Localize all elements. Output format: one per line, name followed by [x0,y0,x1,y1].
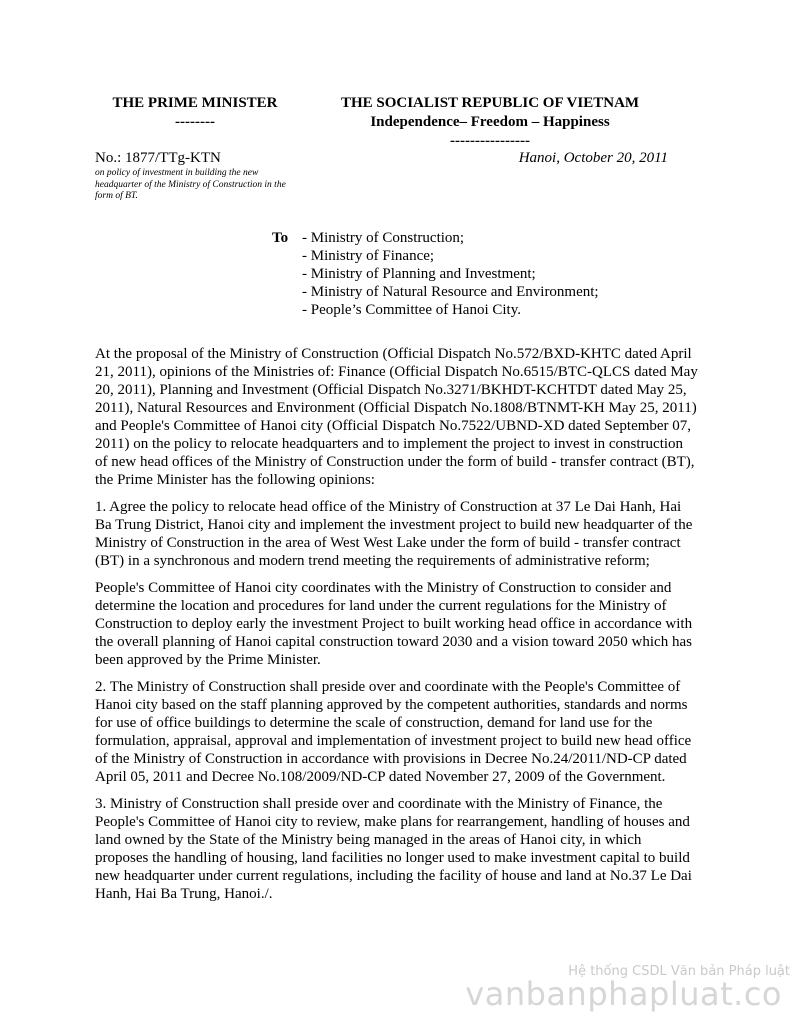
national-heading [320,94,660,151]
watermark-caption: Hệ thống CSDL Văn bản Pháp luật [568,964,790,979]
issuer-block [90,94,300,132]
issuer-title: THE PRIME MINISTER [112,95,278,111]
country-title: THE SOCIALIST REPUBLIC OF VIETNAM [340,95,640,111]
body-paragraph-item-1-continued: People's Committee of Hanoi city coordinates with the Ministry of Construction to consider and determine the location and procedures for land under the current regulations for the Ministry of Construction to deploy early the investment Project to built working head office in accordance with the overall planning of Hanoi capital construction toward 2030 and a vision toward 2050 which has been approved by the Prime Minister. [95,580,693,668]
document-body [95,345,698,912]
recipient-item: - Ministry of Planning and Investment; [302,266,536,282]
body-paragraph-item-1: 1. Agree the policy to relocate head office of the Ministry of Construction at 37 Le Dai Hanh, Hai Ba Trung District, Hanoi city and implement the investment project to build new headquarter of the Ministry of Construction in the area of West West Lake under the form of build - transfer contract (BT) in a synchronous and modern trend meeting the requirements of administrative reform; [95,499,693,569]
issuer-rule: -------- [175,114,215,130]
body-paragraph-item-2: 2. The Ministry of Construction shall preside over and coordinate with the People's Committee of Hanoi city based on the staff planning approved by the competent authorities, standards and norms for use of office buildings to determine the scale of construction, demand for land use for the formulation, appraisal, approval and implementation of investment project to build new head office of the Ministry of Construction in accordance with provisions in Decree No.24/2011/ND-CP dated April 05, 2011 and Decree No.108/2009/ND-CP dated November 27, 2009 of the Government. [95,679,692,785]
recipient-item: - Ministry of Natural Resource and Environment; [302,284,599,300]
national-motto: Independence– Freedom – Happiness [370,114,610,130]
watermark-site: vanbanphapluat.co [465,975,782,1013]
body-paragraph-item-3: 3. Ministry of Construction shall preside over and coordinate with the Ministry of Finance, the People's Committee of Hanoi city to review, make plans for rearrangement, handling of houses and land owned by the State of the Ministry being managed in the areas of Hanoi city, in which proposes the handling of housing, land facilities no longer used to make investment capital to build new headquarter under current regulations, including the facility of house and land at No.37 Le Dai Hanh, Hai Ba Trung, Hanoi./. [95,796,692,902]
recipient-item: - Ministry of Construction; [302,230,465,246]
place-and-date: Hanoi, October 20, 2011 [518,150,668,166]
document-number: No.: 1877/TTg-KTN [95,150,221,166]
motto-rule: ---------------- [450,133,530,149]
recipients-list [302,229,702,319]
document-subject: on policy of investment in building the new headquarter of the Ministry of Construction in the form of BT. [95,168,286,201]
recipient-item: - People’s Committee of Hanoi City. [302,302,522,318]
body-paragraph-preamble: At the proposal of the Ministry of Construction (Official Dispatch No.572/BXD-KHTC dated April 21, 2011), opinions of the Ministries of: Finance (Official Dispatch No.6515/BTC-QLCS dated May 20, 2011), Planning and Investment (Official Dispatch No.3271/BKHDT-KCHTDT dated May 25, 2011), Natural Resources and Environment (Official Dispatch No.1808/BTNMT-KH May 25, 2011) and People's Committee of Hanoi city (Official Dispatch No.7522/UBND-XD dated September 07, 2011) on the policy to relocate headquarters and to implement the project to invest in construction of new head offices of the Ministry of Construction under the form of build - transfer contract (BT), the Prime Minister has the following opinions: [95,346,698,488]
recipients-label: To [272,230,289,246]
recipient-item: - Ministry of Finance; [302,248,435,264]
